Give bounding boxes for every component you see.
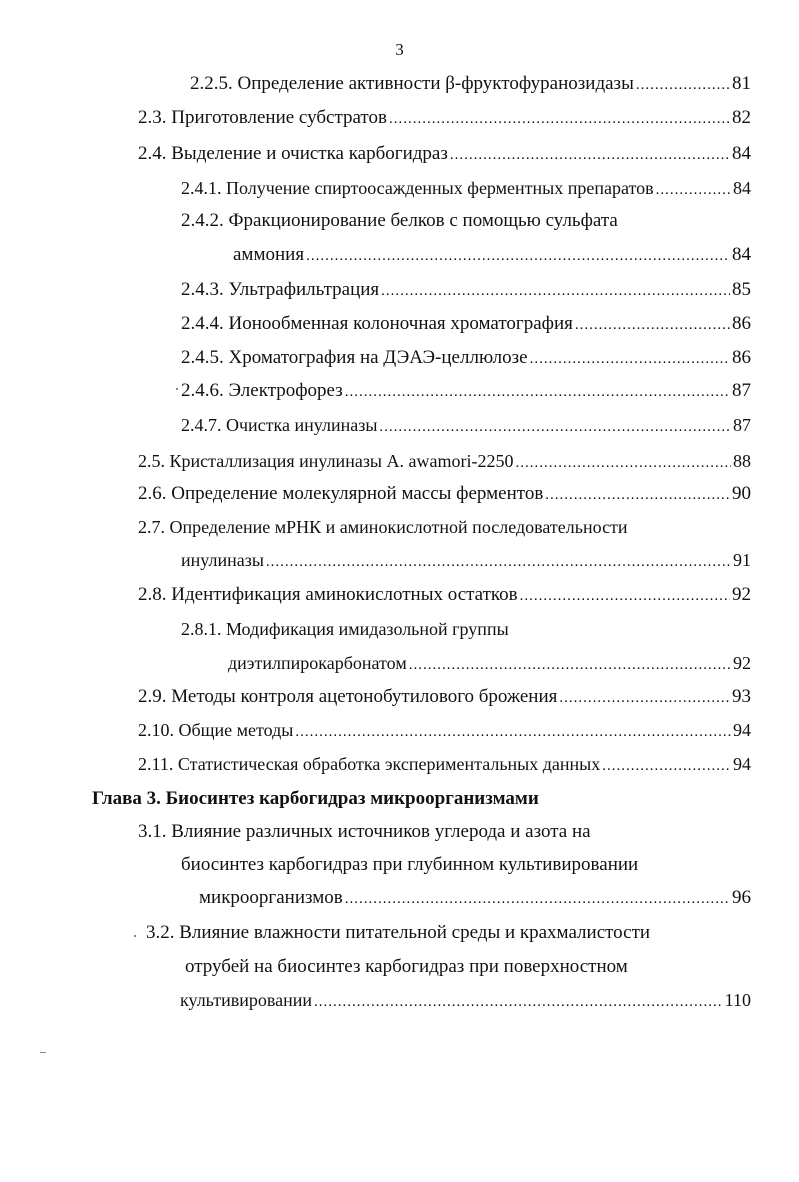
toc-page-number: 94: [733, 720, 751, 740]
toc-entry-2-4-6: [181, 378, 751, 404]
scan-speck: [134, 935, 136, 937]
dot-leader: [345, 886, 730, 912]
toc-page-number: 90: [732, 483, 751, 504]
toc-page-number: 110: [724, 990, 751, 1010]
toc-entry-2-11: [138, 751, 751, 777]
toc-entry-text: 2.4.3. Ультрафильтрация: [181, 279, 380, 300]
toc-page-number: 88: [733, 451, 751, 471]
toc-entry-text: 2.4.7. Очистка инулиназы: [181, 415, 378, 435]
dot-leader: [381, 278, 730, 304]
toc-entry-text: 2.4.4. Ионообменная колоночная хроматография: [181, 313, 573, 334]
dot-leader: [389, 106, 730, 132]
toc-page-number: 91: [733, 550, 751, 570]
toc-entry-text: 2.3. Приготовление субстратов: [138, 107, 387, 128]
dot-leader: [516, 450, 732, 476]
toc-entry-2-4-7: [181, 412, 751, 438]
toc-entry-2-5: [138, 448, 751, 474]
toc-entry-3-1-line2: биосинтез карбогидраз при глубинном культивировании: [181, 854, 639, 875]
toc-entry-text: 2.10. Общие методы: [138, 720, 294, 740]
dot-leader: [602, 753, 731, 779]
toc-entry-text: 2.6. Определение молекулярной массы ферментов: [138, 483, 544, 504]
toc-entry-text: 2.9. Методы контроля ацетонобутилового брожения: [138, 686, 558, 707]
dot-leader: [545, 482, 730, 508]
toc-entry-3-2-line2: отрубей на биосинтез карбогидраз при поверхностном: [185, 956, 628, 977]
toc-page-number: 93: [732, 686, 751, 707]
toc-entry-2-4-2: [233, 242, 751, 268]
toc-page-number: 87: [733, 415, 751, 435]
toc-page-number: 96: [732, 887, 751, 908]
toc-entry-text: 2.5. Кристаллизация инулиназы A. awamori-2250: [138, 451, 514, 471]
toc-page-number: 85: [732, 279, 751, 300]
dot-leader: [295, 719, 731, 745]
dot-leader: [266, 549, 731, 575]
toc-entry-text: культивировании: [180, 990, 312, 1010]
toc-entry-text: диэтилпирокарбонатом: [228, 653, 407, 673]
toc-entry-text: 2.11. Статистическая обработка экспериментальных данных: [138, 754, 601, 774]
dot-leader: [636, 72, 730, 98]
toc-page-number: 86: [732, 313, 751, 334]
dot-leader: [306, 243, 730, 269]
toc-entry-2-3: [138, 105, 751, 131]
toc-entry-text: 2.8. Идентификация аминокислотных остатков: [138, 584, 518, 605]
dot-leader: [409, 652, 731, 678]
toc-entry-2-4-5: [181, 345, 751, 371]
toc-entry-2-8: [138, 582, 751, 608]
toc-page-number: 94: [733, 754, 751, 774]
dot-leader: [345, 379, 730, 405]
toc-entry-2-4-1: [181, 175, 751, 201]
toc-entry-2-8-1: [228, 650, 751, 676]
toc-page-number: 81: [732, 73, 751, 94]
toc-page-number: 92: [732, 584, 751, 605]
toc-entry-3-2: [180, 987, 751, 1013]
chapter-3-heading: Глава 3. Биосинтез карбогидраз микроорганизмами: [92, 788, 539, 809]
dot-leader: [450, 142, 730, 168]
toc-entry-2-8-1-line1: 2.8.1. Модификация имидазольной группы: [181, 619, 509, 639]
dot-leader: [314, 989, 723, 1015]
toc-entry-text: 2.4. Выделение и очистка карбогидраз: [138, 143, 448, 164]
toc-page-number: 84: [732, 244, 751, 265]
toc-entry-2-4-2-line1: 2.4.2. Фракционирование белков с помощью сульфата: [181, 210, 618, 231]
dot-leader: [575, 312, 730, 338]
toc-page-number: 92: [733, 653, 751, 673]
dot-leader: [656, 177, 731, 203]
toc-entry-2-4-4: [181, 311, 751, 337]
toc-page-number: 84: [733, 178, 751, 198]
toc-entry-text: 2.2.5. Определение активности β-фруктофуранозидазы: [190, 73, 634, 94]
scan-speck: [40, 1052, 46, 1053]
page-number: 3: [395, 40, 404, 59]
toc-entry-2-7-line1: 2.7. Определение мРНК и аминокислотной последовательности: [138, 517, 628, 537]
dot-leader: [520, 583, 730, 609]
toc-page-number: 86: [732, 347, 751, 368]
toc-entry-text: инулиназы: [181, 550, 264, 570]
toc-entry-3-1-line1: 3.1. Влияние различных источников углерода и азота на: [138, 821, 591, 842]
scan-speck: [176, 388, 178, 390]
toc-page-number: 82: [732, 107, 751, 128]
toc-entry-2-2-5: [190, 71, 751, 97]
toc-entry-text: 2.4.6. Электрофорез: [181, 380, 343, 401]
toc-page-number: 87: [732, 380, 751, 401]
toc-entry-2-4: [138, 141, 751, 167]
toc-page-number: 84: [732, 143, 751, 164]
dot-leader: [559, 685, 730, 711]
toc-entry-2-4-3: [181, 277, 751, 303]
toc-entry-2-6: [138, 481, 751, 507]
dot-leader: [379, 414, 731, 440]
toc-entry-2-10: [138, 717, 751, 743]
toc-entry-text: микроорганизмов: [199, 887, 343, 908]
dot-leader: [530, 346, 730, 372]
toc-entry-text: аммония: [233, 244, 305, 265]
toc-entry-3-1: [199, 885, 751, 911]
toc-entry-text: 2.4.1. Получение спиртоосажденных ферментных препаратов: [181, 178, 654, 198]
toc-entry-2-7: [181, 547, 751, 573]
toc-entry-text: 2.4.5. Хроматография на ДЭАЭ-целлюлозе: [181, 347, 528, 368]
toc-entry-3-2-line1: 3.2. Влияние влажности питательной среды и крахмалистости: [146, 922, 651, 943]
toc-entry-2-9: [138, 684, 751, 710]
